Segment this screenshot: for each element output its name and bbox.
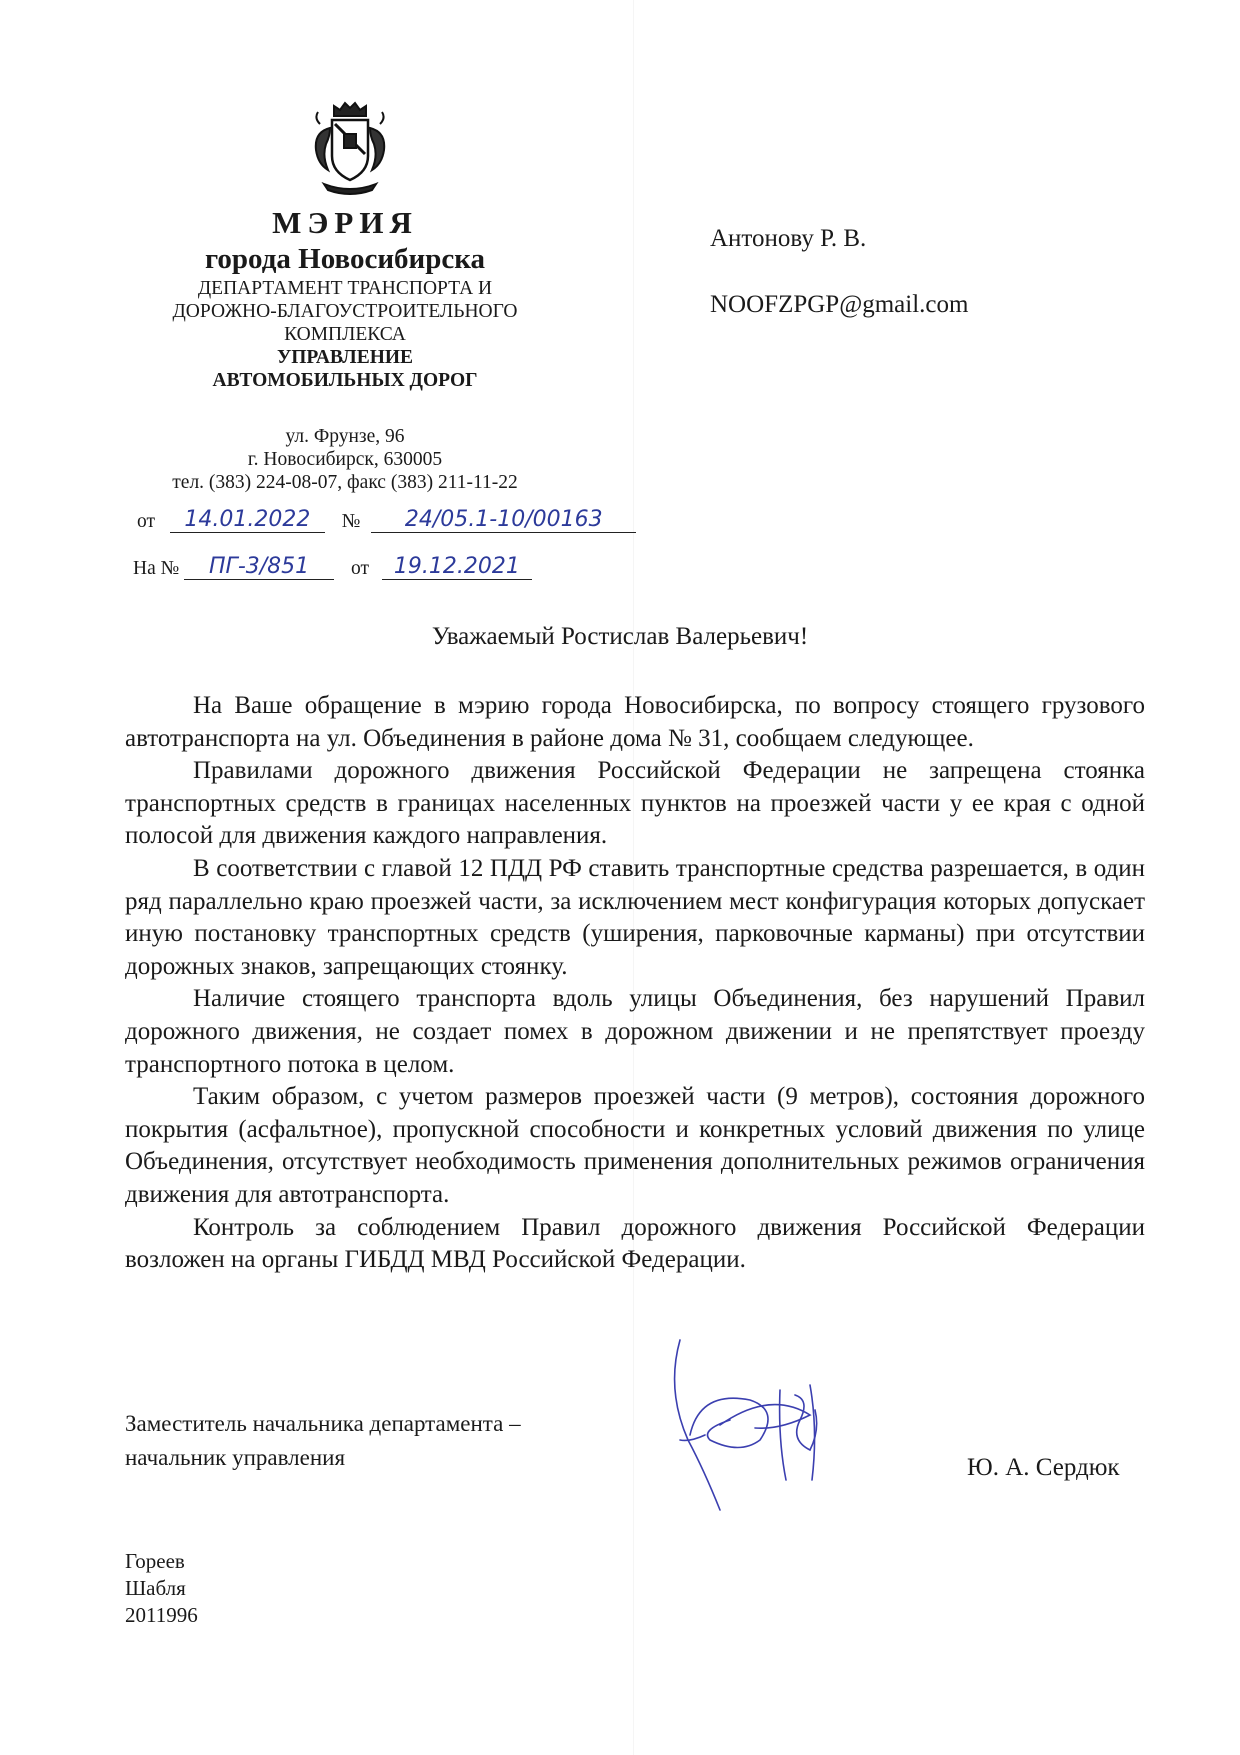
address-city: г. Новосибирск, 630005	[247, 449, 443, 470]
address-phone: тел. (383) 224-08-07, факс (383) 211-11-22	[172, 472, 518, 493]
subdepartment-line-1: УПРАВЛЕНИЕ	[276, 347, 414, 368]
recipient-name: Антонову Р. В.	[710, 225, 867, 252]
reply-date: 19.12.2021	[382, 555, 532, 580]
signatory-title	[125, 1407, 521, 1475]
body-paragraph: Таким образом, с учетом размеров проезжей части (9 метров), состояния дорожного покрытия (асфальтное), пропускной способности и конкретных условий движения по улице Объединения, отсутствует необходимость применения дополнительных режимов ограничения движения для автотранспорта.	[125, 1083, 1145, 1208]
department-line-1: ДЕПАРТАМЕНТ ТРАНСПОРТА И	[197, 278, 493, 299]
outgoing-registration	[137, 508, 636, 533]
from-label: от	[137, 511, 156, 532]
recipient-block	[710, 222, 968, 322]
executor-line-1: Гореев	[125, 1549, 185, 1573]
signatory-title-line-2: начальник управления	[125, 1445, 346, 1470]
body-paragraph: Наличие стоящего транспорта вдоль улицы Объединения, без нарушений Правил дорожного движения, не создает помех в дорожном движении и не препятствует проезду транспортного потока в целом.	[125, 985, 1145, 1078]
body-paragraph: Контроль за соблюдением Правил дорожного движения Российской Федерации возложен на органы ГИБДД МВД Российской Федерации.	[125, 1213, 1145, 1274]
body-paragraph: На Ваше обращение в мэрию города Новосибирска, по вопросу стоящего грузового автотранспорта на ул. Объединения в районе дома № 31, сообщаем следующее.	[125, 692, 1145, 752]
subdepartment-line-2: АВТОМОБИЛЬНЫХ ДОРОГ	[212, 370, 478, 391]
outgoing-number: 24/05.1-10/00163	[371, 508, 636, 533]
department-line-3: КОМПЛЕКСА	[284, 324, 406, 345]
handwritten-signature	[660, 1330, 850, 1530]
reply-registration	[133, 555, 532, 580]
number-label: №	[341, 511, 361, 532]
body-paragraph: В соответствии с главой 12 ПДД РФ ставить транспортные средства разрешается, в один ряд параллельно краю проезжей части, за исключением мест конфигурация которых допускает иную постановку транспортных средств (уширения, парковочные карманы) при отсутствии дорожных знаков, запрещающих стоянку.	[125, 854, 1145, 980]
reply-from-label: от	[350, 558, 369, 579]
coat-of-arms-icon	[300, 98, 400, 198]
recipient-email: NOOFZPGP@gmail.com	[710, 291, 969, 318]
outgoing-date: 14.01.2022	[170, 508, 325, 533]
department-line-2: ДОРОЖНО-БЛАГОУСТРОИТЕЛЬНОГО	[172, 301, 518, 322]
body-paragraph: Правилами дорожного движения Российской Федерации не запрещена стоянка транспортных средств в границах населенных пунктов на проезжей части у ее края с одной полосой для движения каждого направления.	[125, 757, 1145, 850]
org-city: города Новосибирска	[204, 243, 486, 275]
address-block	[120, 425, 570, 494]
signatory-name: Ю. А. Сердюк	[967, 1454, 1120, 1481]
executor-line-2: Шабля	[125, 1576, 186, 1600]
reply-label: На №	[133, 558, 180, 579]
address-street: ул. Фрунзе, 96	[285, 426, 405, 447]
org-title: МЭРИЯ	[272, 205, 418, 240]
reply-number: ПГ-3/851	[184, 555, 334, 580]
executor-phone: 2011996	[125, 1603, 198, 1627]
salutation: Уважаемый Ростислав Валерьевич!	[431, 623, 809, 650]
organization-letterhead	[120, 205, 570, 392]
signatory-title-line-1: Заместитель начальника департамента –	[125, 1411, 521, 1436]
letter-body	[125, 690, 1145, 1277]
executor-block	[125, 1548, 198, 1629]
